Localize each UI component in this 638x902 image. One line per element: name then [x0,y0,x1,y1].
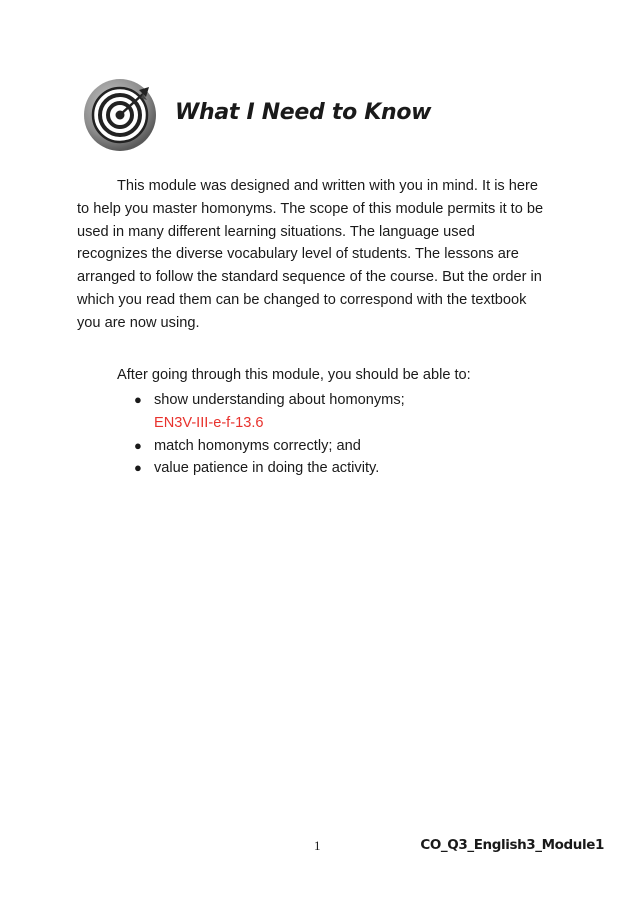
target-bullseye-icon [83,78,157,152]
page-number: 1 [314,838,321,853]
list-item [134,389,405,435]
bullet-icon: ● [134,460,142,476]
list-item [134,435,405,458]
intro-paragraph: This module was designed and written with you in mind. It is here to help you master homonyms. The scope of this module permits it to be used in many different learning situations. The language used recognizes the diverse vocabulary level of students. The lessons are arranged to follow the standard sequence of the course. But the order in which you read them can be changed to correspond with the textbook you are now using. [77,178,544,331]
section-title: What I Need to Know [175,100,432,125]
objectives-list [134,389,405,480]
objective-text: value patience in doing the activity. [154,460,380,477]
objectives-lead: After going through this module, you should be able to: [117,367,471,383]
module-code: CO_Q3_English3_Module1 [420,837,604,853]
section-header [83,78,157,152]
list-item [134,457,405,480]
competency-code: EN3V-III-e-f-13.6 [154,414,264,431]
objective-text: show understanding about homonyms; [154,392,405,408]
bullet-icon: ● [134,437,142,453]
bullet-icon: ● [134,392,142,407]
objective-text: match homonyms correctly; and [154,437,361,454]
